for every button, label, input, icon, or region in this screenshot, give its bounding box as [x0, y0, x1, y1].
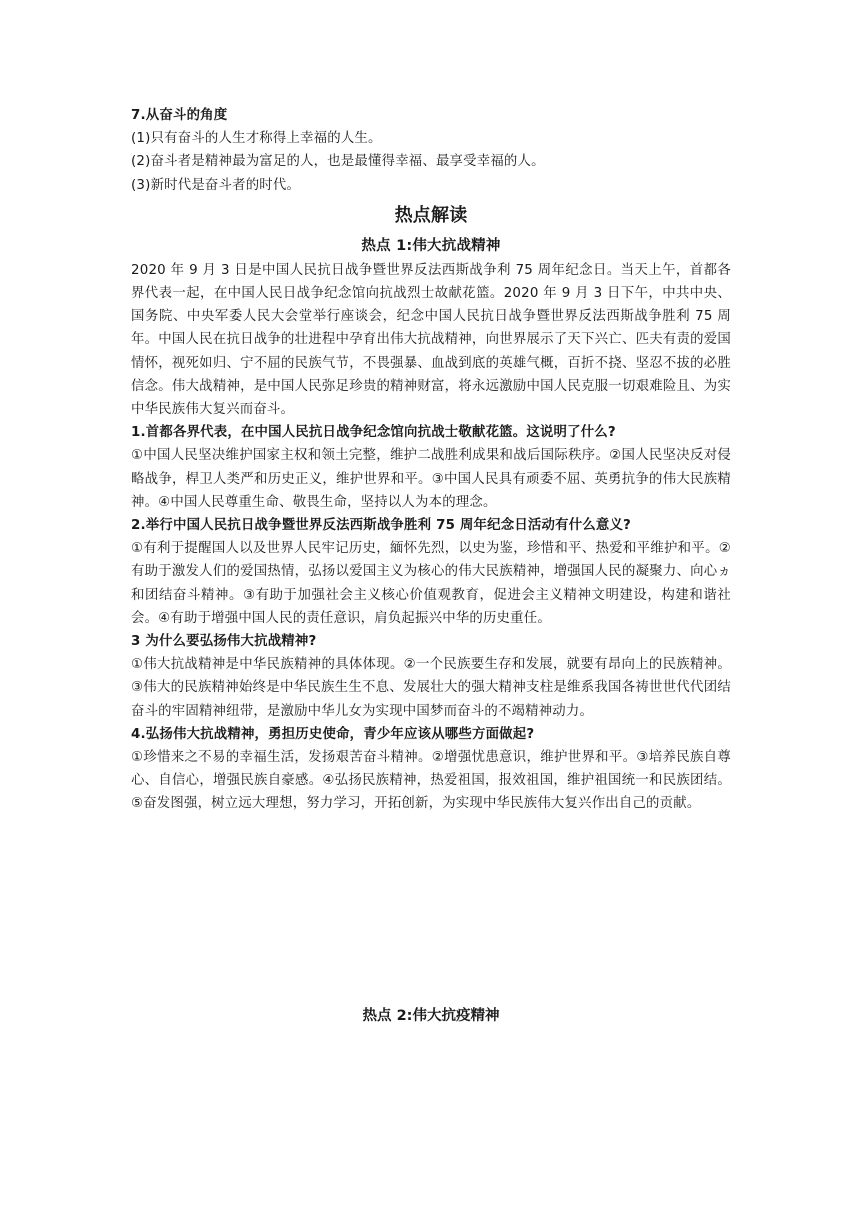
question-4: 4.弘扬伟大抗战精神，勇担历史使命，青少年应该从哪些方面做起?	[131, 726, 535, 742]
hotspot-1-intro: 2020 年 9 月 3 日是中国人民抗日战争暨世界反法西斯战争利 75 周年纪念日。当天上午，首都各界代表一起，在中国人民日战争纪念馆向抗战烈士故献花篮。2020 年 9 月 3 日下午，中共中央、国务院、中央军委人民大会堂举行座谈会，纪念中国人民抗日战争暨世界反法西斯战争胜利 75 周年。中国人民在抗日战争的壮进程中孕育出伟大抗战精神，向世界展示了天下兴亡、匹夫有责的爱国情怀，视死如归、宁不屈的民族气节，不畏强暴、血战到底的英雄气概，百折不挠、坚忍不拔的必胜信念。伟大战精神，是中国人民弥足珍贵的精神财富，将永远激励中国人民克服一切艰难险且、为实中华民族伟大复兴而奋斗。	[131, 262, 731, 418]
section-7-item-3: (3)新时代是奋斗者的时代。	[131, 177, 301, 193]
question-1: 1.首都各界代表，在中国人民抗日战争纪念馆向抗战士敬献花篮。这说明了什么?	[131, 425, 616, 441]
document-body	[131, 104, 731, 816]
section-7-item-1: (1)只有奋斗的人生才称得上幸福的人生。	[131, 131, 382, 147]
question-2: 2.举行中国人民抗日战争暨世界反法西斯战争胜利 75 周年纪念日活动有什么意义?	[131, 518, 632, 534]
answer-4: ①珍惜来之不易的幸福生活，发扬艰苦奋斗精神。②增强忧患意识，维护世界和平。③培养民族自尊心、自信心，增强民族自豪感。④弘扬民族精神，热爱祖国，报效祖国，维护祖国统一和民族团结。⑤奋发图强，树立远大理想，努力学习，开拓创新，为实现中华民族伟大复兴作出自己的贡献。	[131, 750, 731, 812]
answer-3: ①伟大抗战精神是中华民族精神的具体体现。②一个民族要生存和发展，就要有昂向上的民族精神。③伟大的民族精神始终是中华民族生生不息、发展壮大的强大精神支柱是维系我国各祷世世代代团结奋斗的牢固精神纽带，是激励中华儿女为实现中国梦而奋斗的不竭精神动力。	[131, 657, 731, 719]
answer-1: ①中国人民坚决维护国家主权和领土完整，维护二战胜利成果和战后国际秩序。②国人民坚决反对侵略战争，桿卫人类严和历史正义，维护世界和平。③中国人民具有顽委不屈、英勇抗争的伟大民族精神。④中国人民尊重生命、敬畏生命，坚持以人为本的理念。	[131, 448, 731, 510]
section-7-heading: 7.从奋斗的角度	[131, 108, 228, 123]
section-7-item-2: (2)奋斗者是精神最为富足的人，也是最懂得幸福、最享受幸福的人。	[131, 154, 545, 170]
answer-2: ①有利于提醒国人以及世界人民牢记历史，緬怀先烈，以史为鉴，珍惜和平、热爱和平维护和平。②有助于激发人们的爱国热情，弘扬以爱国主义为核心的伟大民族精神，增强国人民的凝聚力、向心ヵ和团结奋斗精神。③有助于加强社会主义核心价值观教育，促进会主义精神文明建设，构建和谐社会。④有助于增强中国人民的责任意识，肩负起振兴中华的历史重任。	[131, 541, 731, 626]
hotspot-2-title: 热点 2:伟大抗疫精神	[362, 1008, 500, 1024]
question-3: 3 为什么要弘扬伟大抗战精神?	[131, 634, 317, 650]
page-title: 热点解读	[394, 204, 468, 226]
hotspot-1-title: 热点 1:伟大抗战精神	[361, 237, 501, 254]
